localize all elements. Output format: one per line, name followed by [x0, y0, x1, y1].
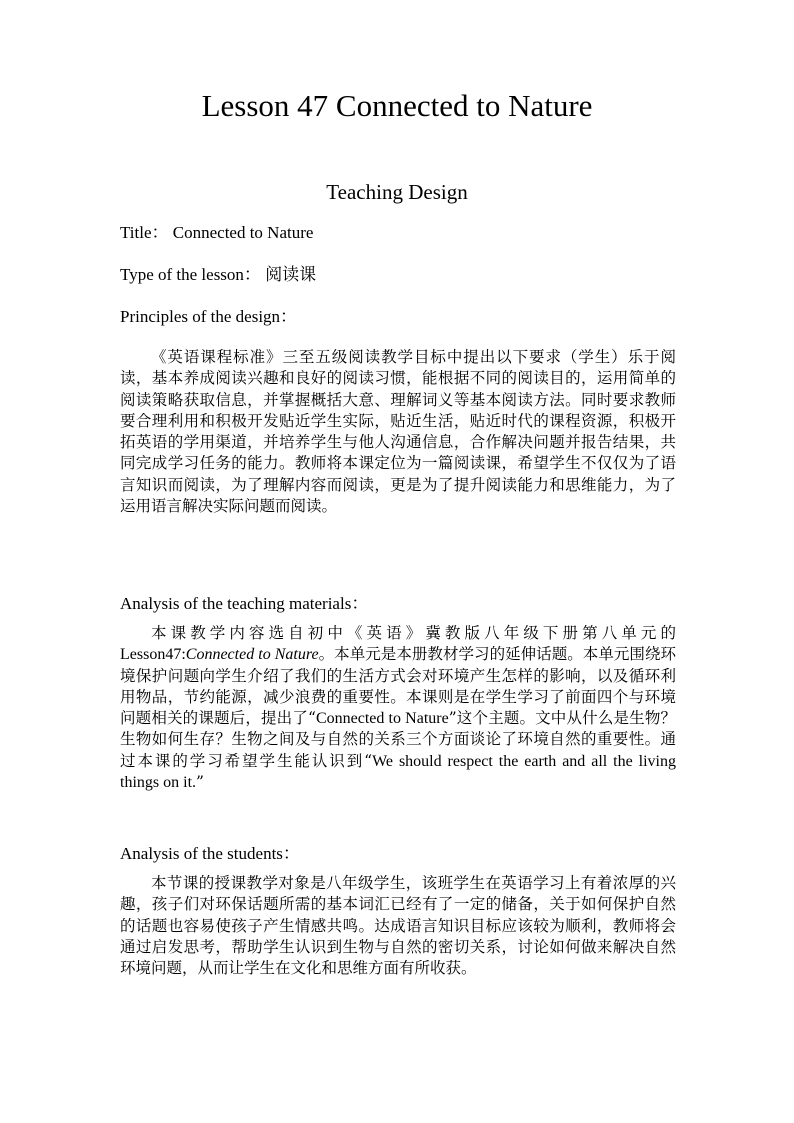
materials-text-4: ” [196, 773, 204, 792]
principles-heading: Principles of the design： [120, 307, 298, 326]
students-paragraph: 本节课的授课教学对象是八年级学生，该班学生在英语学习上有着浓厚的兴趣，孩子们对环保话题所需的基本词汇已经有了一定的储备，关于如何保护自然的话题也容易使孩子产生情感共鸣。达成语言知识目标应该较为顺利，教师将会通过启发思考，帮助学生认识到生物与自然的密切关系，讨论如何做来解决自然环境问题，从而让学生在文化和思维方面有所收获。 [120, 874, 676, 978]
lesson-type-value: 阅读课 [265, 265, 317, 284]
topic-quote: Connected to Nature [315, 710, 449, 728]
lesson-title-italic: Connected to Nature [185, 646, 319, 664]
lesson-reference: Lesson47: [120, 646, 186, 664]
title-value: Connected to Nature [172, 223, 314, 242]
title-label: Title： [120, 223, 169, 242]
goal-quote: We should respect the earth and all the living things on it. [120, 752, 676, 792]
students-heading: Analysis of the students： [120, 844, 300, 863]
page-subtitle: Teaching Design [326, 180, 468, 204]
title-field [120, 221, 313, 245]
principles-paragraph: 《英语课程标准》三至五级阅读教学目标中提出以下要求（学生）乐于阅读，基本养成阅读兴趣和良好的阅读习惯，能根据不同的阅读目的，运用简单的阅读策略获取信息，并掌握概括大意、理解词义等基本阅读方法。同时要求教师要合理利用和积极开发贴近学生实际，贴近生活，贴近时代的课程资源，积极开拓英语的学用渠道，并培养学生与他人沟通信息，合作解决问题并报告结果，共同完成学习任务的能力。教师将本课定位为一篇阅读课，希望学生不仅仅为了语言知识而阅读，为了理解内容而阅读，更是为了提升阅读能力和思维能力，为了运用语言解决实际问题而阅读。 [120, 348, 676, 516]
materials-text-3: ”这个主题。文中从什么是生物？生物如何生存？生物之间及与自然的关系三个方面谈论了环境自然的重要性。通过本课的学习希望学生能认识到“ [120, 709, 676, 770]
materials-paragraph [120, 623, 676, 793]
lesson-type-field [120, 263, 316, 287]
lesson-type-label: Type of the lesson： [120, 265, 261, 284]
materials-heading: Analysis of the teaching materials： [120, 594, 369, 613]
page-title: Lesson 47 Connected to Nature [201, 88, 593, 123]
materials-text-2: 。本单元是本册教材学习的延伸话题。本单元围绕环境保护问题向学生介绍了我们的生活方式会对环境产生怎样的影响，以及循环利用物品，节约能源，减少浪费的重要性。本课则是在学生学习了前面四个与环境问题相关的课题后，提出了“ [120, 645, 677, 728]
materials-text-1: 本课教学内容选自初中《英语》冀教版八年级下册第八单元的 [151, 624, 676, 642]
